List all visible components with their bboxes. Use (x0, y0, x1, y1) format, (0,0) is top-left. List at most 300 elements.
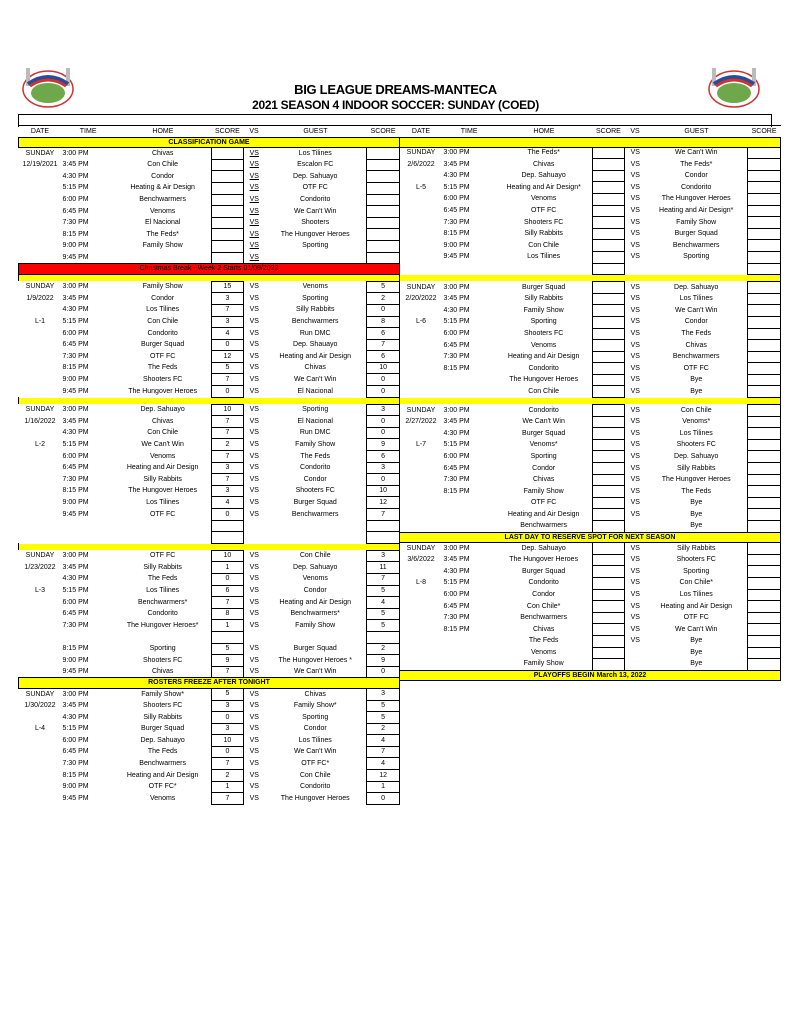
guest-team-cell: Sporting (683, 253, 710, 261)
column-header-time: TIME (443, 126, 496, 138)
game-row (19, 194, 400, 206)
home-score-cell: 7 (211, 758, 244, 770)
time-cell: 9:00 PM (443, 241, 470, 249)
vs-cell: VS (630, 218, 640, 226)
vs-cell (625, 647, 645, 659)
guest-team-cell: We Can't Win (674, 306, 718, 314)
time-cell: 3:45 PM (62, 702, 89, 709)
vs-cell: VS (249, 475, 259, 483)
week-separator (19, 397, 400, 404)
guest-score-cell (748, 316, 781, 328)
guest-score-cell (748, 170, 781, 182)
home-team-cell: Shooters FC (143, 702, 183, 709)
vs-cell: VS (630, 183, 640, 191)
date-cell: L-8 (415, 579, 427, 587)
column-header-home-team: HOME (115, 126, 211, 138)
home-team-cell: OTF FC (531, 499, 557, 507)
guest-score-cell: 12 (367, 497, 400, 509)
guest-team-cell: Con Chile* (679, 579, 713, 587)
vs-cell: VS (630, 452, 640, 460)
notice-banner-row (19, 137, 400, 148)
game-row (19, 159, 400, 171)
game-row (400, 316, 781, 328)
home-team-cell: The Feds (147, 364, 178, 372)
home-team-cell: Dep. Sahuayo (140, 736, 185, 744)
guest-team-cell: Bye (690, 376, 703, 384)
date-cell (19, 520, 62, 532)
vs-cell: VS (249, 610, 259, 618)
date-cell (19, 462, 62, 474)
home-team-cell: Condor (532, 591, 556, 599)
home-score-cell: 6 (211, 585, 244, 597)
time-cell: 3:45 PM (443, 295, 470, 303)
date-cell (19, 573, 62, 585)
game-row (19, 386, 400, 398)
home-team-cell: OTF FC (531, 207, 557, 215)
vs-cell: VS (630, 353, 640, 361)
guest-score-cell (367, 148, 400, 160)
guest-score-cell (748, 647, 781, 659)
game-row (19, 550, 400, 562)
home-score-cell (211, 171, 244, 183)
home-score-cell (592, 316, 625, 328)
guest-team-cell: Condor (303, 725, 327, 733)
time-cell: 4:30 PM (62, 713, 89, 721)
guest-score-cell (367, 252, 400, 264)
vs-cell: VS (630, 487, 640, 495)
date-cell (19, 758, 62, 770)
break-notice-row (19, 264, 400, 275)
home-score-cell: 3 (211, 462, 244, 474)
home-team-cell: Family Show (523, 306, 564, 314)
home-score-cell: 4 (211, 497, 244, 509)
game-row (19, 700, 400, 712)
game-row (19, 688, 400, 700)
vs-cell: VS (630, 418, 640, 426)
guest-team-cell: Venoms (302, 575, 328, 583)
guest-team-cell: Burger Squad (293, 645, 337, 653)
time-cell: 6:00 PM (443, 330, 470, 337)
column-header-date: DATE (19, 126, 62, 138)
time-cell: 6:45 PM (443, 464, 470, 472)
guest-score-cell (748, 282, 781, 294)
guest-team-cell: We Can't Win (293, 667, 337, 675)
time-cell: 4:30 PM (443, 172, 470, 180)
vs-cell (244, 532, 264, 544)
vs-cell: VS (249, 440, 259, 448)
home-score-cell: 7 (211, 416, 244, 428)
vs-cell: VS (249, 341, 259, 349)
guest-score-cell (748, 328, 781, 340)
guest-score-cell (367, 171, 400, 183)
time-cell: 8:15 PM (62, 364, 89, 372)
date-cell (400, 566, 443, 578)
time-cell: 5:15 PM (62, 440, 89, 448)
guest-team-cell: Los Tilines (679, 295, 713, 303)
time-cell: 6:45 PM (443, 602, 470, 610)
guest-team-cell: We Can't Win (674, 625, 718, 633)
home-score-cell: 7 (211, 597, 244, 609)
date-cell (400, 228, 443, 240)
home-score-cell (592, 374, 625, 386)
date-cell: L-7 (415, 441, 427, 449)
guest-team-cell: The Feds* (680, 160, 713, 168)
vs-cell: VS (630, 283, 640, 291)
time-cell: 9:00 PM (62, 656, 89, 664)
guest-score-cell (748, 405, 781, 417)
home-team-cell: OTF FC (150, 552, 176, 560)
vs-cell: VS (249, 294, 259, 302)
home-team-cell: Sporting (530, 452, 557, 460)
home-score-cell (592, 147, 625, 159)
guest-team-cell: Condorito (300, 783, 331, 791)
notice-banner-row (400, 532, 781, 543)
date-cell (19, 746, 62, 758)
date-cell: L-4 (34, 725, 46, 733)
home-team-cell: Condorito (147, 610, 178, 618)
game-row (19, 608, 400, 620)
home-score-cell: 10 (211, 550, 244, 562)
game-row (400, 589, 781, 601)
time-cell: 9:00 PM (62, 498, 89, 506)
notice-banner-row (400, 670, 781, 681)
vs-cell: VS (249, 196, 259, 204)
date-cell (19, 427, 62, 439)
guest-score-cell: 0 (367, 666, 400, 678)
guest-score-cell (748, 205, 781, 217)
date-cell (19, 182, 62, 194)
guest-score-cell (748, 509, 781, 521)
vs-cell: VS (630, 510, 640, 518)
column-header-time: TIME (62, 126, 115, 138)
vs-cell: VS (249, 713, 259, 721)
time-cell: 3:00 PM (443, 406, 470, 414)
time-cell: 8:15 PM (443, 625, 470, 633)
home-team-cell: Chivas (151, 149, 174, 157)
vs-cell: VS (249, 725, 259, 733)
vs-cell: VS (249, 667, 259, 675)
guest-team-cell: Family Show (295, 621, 336, 629)
vs-cell: VS (630, 567, 640, 575)
vs-cell: VS (249, 656, 259, 664)
guest-team-cell: The Hungover Heroes * (278, 656, 352, 664)
game-row (400, 228, 781, 240)
guest-score-cell (748, 554, 781, 566)
guest-team-cell: Con Chile (680, 406, 712, 414)
vs-cell: VS (630, 330, 640, 337)
guest-score-cell: 6 (367, 328, 400, 340)
home-score-cell (592, 182, 625, 194)
time-cell: 9:45 PM (62, 510, 89, 518)
game-row (400, 463, 781, 475)
date-cell (19, 770, 62, 782)
time-cell: 9:45 PM (443, 253, 470, 261)
home-score-cell (592, 486, 625, 498)
home-score-cell (211, 252, 244, 264)
week-separator (400, 275, 781, 282)
home-score-cell (592, 474, 625, 486)
guest-team-cell: Con Chile (299, 552, 331, 560)
home-score-cell: 7 (211, 427, 244, 439)
home-team-cell (496, 263, 592, 275)
vs-cell: VS (249, 510, 259, 518)
home-team-cell: Shooters FC (143, 656, 183, 664)
vs-cell: VS (630, 341, 640, 349)
game-row (400, 428, 781, 440)
vs-cell: VS (249, 748, 259, 756)
home-score-cell (211, 148, 244, 160)
guest-team-cell: Bye (690, 637, 703, 645)
date-cell: SUNDAY (406, 406, 436, 414)
game-row (400, 147, 781, 159)
date-cell (19, 597, 62, 609)
game-row (400, 497, 781, 509)
home-score-cell: 10 (211, 404, 244, 416)
column-header-guest-score: SCORE (748, 126, 781, 138)
guest-score-cell (748, 474, 781, 486)
home-team-cell: Venoms (531, 341, 557, 349)
guest-score-cell: 12 (367, 770, 400, 782)
home-score-cell (592, 205, 625, 217)
vs-cell: VS (630, 160, 640, 168)
game-row (400, 509, 781, 521)
home-score-cell: 3 (211, 316, 244, 328)
guest-score-cell (748, 577, 781, 589)
guest-team-cell: Shooters FC (295, 487, 335, 495)
game-row (19, 304, 400, 316)
game-row (19, 497, 400, 509)
date-cell (400, 170, 443, 182)
date-cell (19, 532, 62, 544)
vs-cell: VS (249, 736, 259, 744)
column-header-home-score: SCORE (592, 126, 625, 138)
guest-team-cell: OTF FC (683, 364, 709, 372)
home-team-cell: Venoms* (529, 441, 558, 449)
game-row (19, 746, 400, 758)
home-team-cell: The Feds (147, 748, 178, 756)
time-cell: 6:45 PM (62, 341, 89, 349)
vs-cell: VS (630, 544, 640, 552)
home-score-cell: 7 (211, 474, 244, 486)
vs-cell: VS (630, 172, 640, 180)
guest-score-cell: 6 (367, 451, 400, 463)
vs-cell: VS (249, 759, 259, 767)
date-cell (400, 428, 443, 440)
guest-team-cell: Chivas (685, 341, 707, 349)
guest-team-cell: The Hungover Heroes (661, 195, 731, 203)
game-row (19, 655, 400, 667)
season-subtitle: 2021 SEASON 4 INDOOR SOCCER: SUNDAY (COED) (252, 98, 539, 112)
home-team-cell: Chivas (532, 625, 555, 633)
game-row (19, 485, 400, 497)
game-row (19, 416, 400, 428)
home-team-cell: The Feds (528, 637, 559, 645)
time-cell: 7:30 PM (443, 218, 470, 226)
vs-cell: VS (249, 552, 259, 560)
guest-score-cell (748, 589, 781, 601)
time-cell: 9:45 PM (62, 387, 89, 395)
game-row (19, 362, 400, 374)
home-team-cell: Shooters FC (524, 218, 564, 226)
date-cell (19, 328, 62, 340)
home-score-cell: 3 (211, 485, 244, 497)
game-row (400, 624, 781, 636)
home-team-cell: Silly Rabbits (143, 713, 182, 721)
time-cell: 8:15 PM (62, 230, 89, 238)
vs-cell: VS (249, 464, 259, 472)
home-score-cell: 0 (211, 712, 244, 724)
guest-score-cell (748, 228, 781, 240)
guest-team-cell: Bye (690, 499, 703, 507)
vs-cell: VS (630, 499, 640, 507)
game-row (400, 293, 781, 305)
time-cell: 5:15 PM (443, 579, 470, 587)
date-cell (400, 659, 443, 671)
vs-cell: VS (249, 598, 259, 606)
home-team-cell: Benchwarmers (139, 196, 186, 204)
guest-score-cell: 11 (367, 562, 400, 574)
time-cell: 8:15 PM (62, 771, 89, 779)
game-row (400, 263, 781, 275)
guest-team-cell: Sporting (302, 406, 329, 414)
home-team-cell: Condorito (528, 364, 559, 372)
vs-cell: VS (630, 241, 640, 249)
time-cell (443, 374, 496, 386)
notice-banner-text: LAST DAY TO RESERVE SPOT FOR NEXT SEASON (400, 532, 781, 543)
column-header-vs: VS (625, 126, 645, 138)
home-score-cell: 0 (211, 746, 244, 758)
vs-cell: VS (249, 253, 259, 261)
home-team-cell: Heating & Air Design (130, 184, 195, 192)
game-row (19, 758, 400, 770)
home-team-cell: The Hungover Heroes (509, 556, 579, 564)
date-cell (400, 340, 443, 352)
guest-team-cell: Los Tilines (298, 149, 332, 157)
game-row (19, 509, 400, 521)
guest-team-cell: Burger Squad (674, 230, 718, 238)
guest-team-cell (264, 520, 366, 532)
time-cell: 4:30 PM (62, 429, 89, 437)
home-score-cell: 10 (211, 735, 244, 747)
guest-team-cell: Shooters FC (676, 441, 716, 449)
week-separator (400, 398, 781, 405)
time-cell: 5:15 PM (443, 183, 470, 191)
home-team-cell: Venoms (531, 649, 557, 657)
date-cell (19, 485, 62, 497)
game-row (19, 620, 400, 632)
home-team-cell: Con Chile (147, 318, 179, 325)
guest-score-cell (748, 251, 781, 263)
time-cell: 5:15 PM (62, 725, 89, 733)
guest-score-cell: 5 (367, 712, 400, 724)
guest-team-cell: Family Show (676, 218, 717, 226)
guest-team-cell: Condorito (300, 464, 331, 472)
home-team-cell: Con Chile (528, 241, 560, 249)
time-cell: 3:45 PM (443, 556, 470, 564)
date-cell (400, 328, 443, 340)
guest-team-cell: Dep. Sahuayo (674, 283, 719, 291)
guest-score-cell (748, 451, 781, 463)
guest-score-cell (748, 416, 781, 428)
home-score-cell (211, 194, 244, 206)
guest-score-cell: 5 (367, 585, 400, 597)
game-row (19, 252, 400, 264)
home-score-cell (592, 451, 625, 463)
game-row (400, 159, 781, 171)
date-cell (19, 362, 62, 374)
date-cell (19, 666, 62, 678)
vs-cell: VS (630, 195, 640, 203)
game-row (400, 451, 781, 463)
guest-score-cell (367, 206, 400, 218)
date-cell (19, 217, 62, 229)
vs-cell: VS (249, 783, 259, 791)
vs-cell (625, 659, 645, 671)
home-team-cell (115, 252, 211, 264)
guest-team-cell: Heating and Air Design (279, 352, 352, 360)
time-cell: 5:15 PM (443, 441, 470, 449)
home-score-cell (592, 647, 625, 659)
guest-score-cell (748, 351, 781, 363)
home-score-cell (211, 520, 244, 532)
date-cell (400, 374, 443, 386)
home-score-cell (592, 589, 625, 601)
game-row (400, 439, 781, 451)
game-row (19, 148, 400, 160)
home-team-cell: Condor (151, 172, 175, 180)
time-cell (443, 509, 496, 521)
time-cell: 6:00 PM (62, 452, 89, 460)
vs-cell: VS (249, 429, 259, 437)
home-score-cell: 2 (211, 439, 244, 451)
game-row (400, 577, 781, 589)
notice-banner-text: Christmas Break - Week 2 Starts 01/09/2022 (19, 264, 400, 275)
game-row (19, 293, 400, 305)
date-cell (19, 497, 62, 509)
home-team-cell: Family Show (523, 660, 564, 668)
home-score-cell (592, 251, 625, 263)
home-team-cell: Silly Rabbits (524, 295, 563, 303)
guest-team-cell: Los Tilines (679, 429, 713, 437)
home-team-cell: Benchwarmers* (137, 598, 188, 606)
notice-banner-text: ROSTERS FREEZE AFTER TONIGHT (19, 678, 400, 689)
guest-team-cell: The Feds (300, 452, 330, 460)
week-separator-row (400, 275, 781, 282)
home-score-cell (592, 612, 625, 624)
guest-team-cell: The Feds (681, 487, 711, 495)
guest-team-cell: Condor (303, 587, 327, 595)
game-row (19, 631, 400, 643)
guest-team-cell: Bye (690, 660, 703, 668)
guest-score-cell: 0 (367, 386, 400, 398)
time-cell: 3:45 PM (62, 563, 89, 571)
guest-score-cell (748, 612, 781, 624)
home-score-cell (592, 170, 625, 182)
guest-score-cell (748, 217, 781, 229)
vs-cell: VS (249, 364, 259, 372)
home-team-cell: Shooters FC (143, 375, 183, 383)
vs-cell: VS (249, 242, 259, 250)
vs-cell: VS (630, 318, 640, 326)
vs-cell: VS (249, 375, 259, 383)
time-cell: 4:30 PM (443, 306, 470, 314)
guest-score-cell: 0 (367, 304, 400, 316)
guest-score-cell (748, 363, 781, 375)
home-team-cell: Dep. Sahuayo (140, 406, 185, 414)
home-team-cell: Silly Rabbits (143, 563, 182, 571)
home-team-cell: Heating and Air Design* (506, 183, 581, 191)
home-team-cell: We Can't Win (522, 418, 565, 426)
